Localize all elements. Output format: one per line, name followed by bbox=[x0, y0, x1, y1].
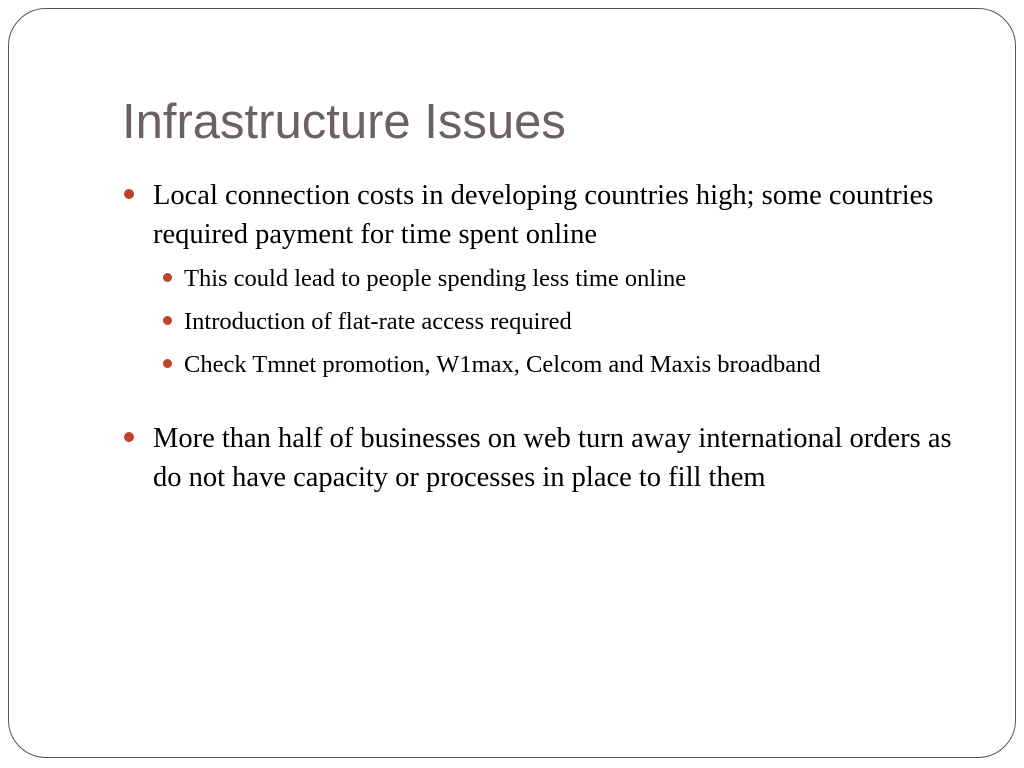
sub-bullet-item bbox=[153, 261, 961, 297]
sub-bullet-item bbox=[153, 304, 961, 340]
sub-bullet-text: This could lead to people spending less time online bbox=[184, 265, 687, 292]
sub-bullet-item bbox=[153, 347, 961, 383]
spacer bbox=[121, 383, 961, 419]
bullet-dot-icon bbox=[163, 359, 172, 368]
slide-frame bbox=[8, 8, 1016, 758]
sub-bullet-list bbox=[153, 261, 961, 383]
bullet-dot-icon bbox=[124, 432, 134, 442]
bullet-dot-icon bbox=[163, 273, 172, 282]
bullet-item-international-orders bbox=[121, 419, 961, 497]
bullet-list bbox=[121, 176, 961, 497]
slide-title: Infrastructure Issues bbox=[122, 95, 566, 149]
bullet-text: Local connection costs in developing countries high; some countries required payment for time spent online bbox=[153, 180, 934, 250]
sub-bullet-text: Check Tmnet promotion, W1max, Celcom and Maxis broadband bbox=[184, 351, 821, 378]
slide-body bbox=[121, 176, 961, 497]
bullet-text: More than half of businesses on web turn away international orders as do not have capacity or processes in place to fill them bbox=[153, 423, 952, 493]
bullet-item-connection-costs bbox=[121, 176, 961, 383]
sub-bullet-text: Introduction of flat-rate access required bbox=[184, 308, 572, 335]
bullet-dot-icon bbox=[124, 189, 134, 199]
bullet-dot-icon bbox=[163, 316, 172, 325]
